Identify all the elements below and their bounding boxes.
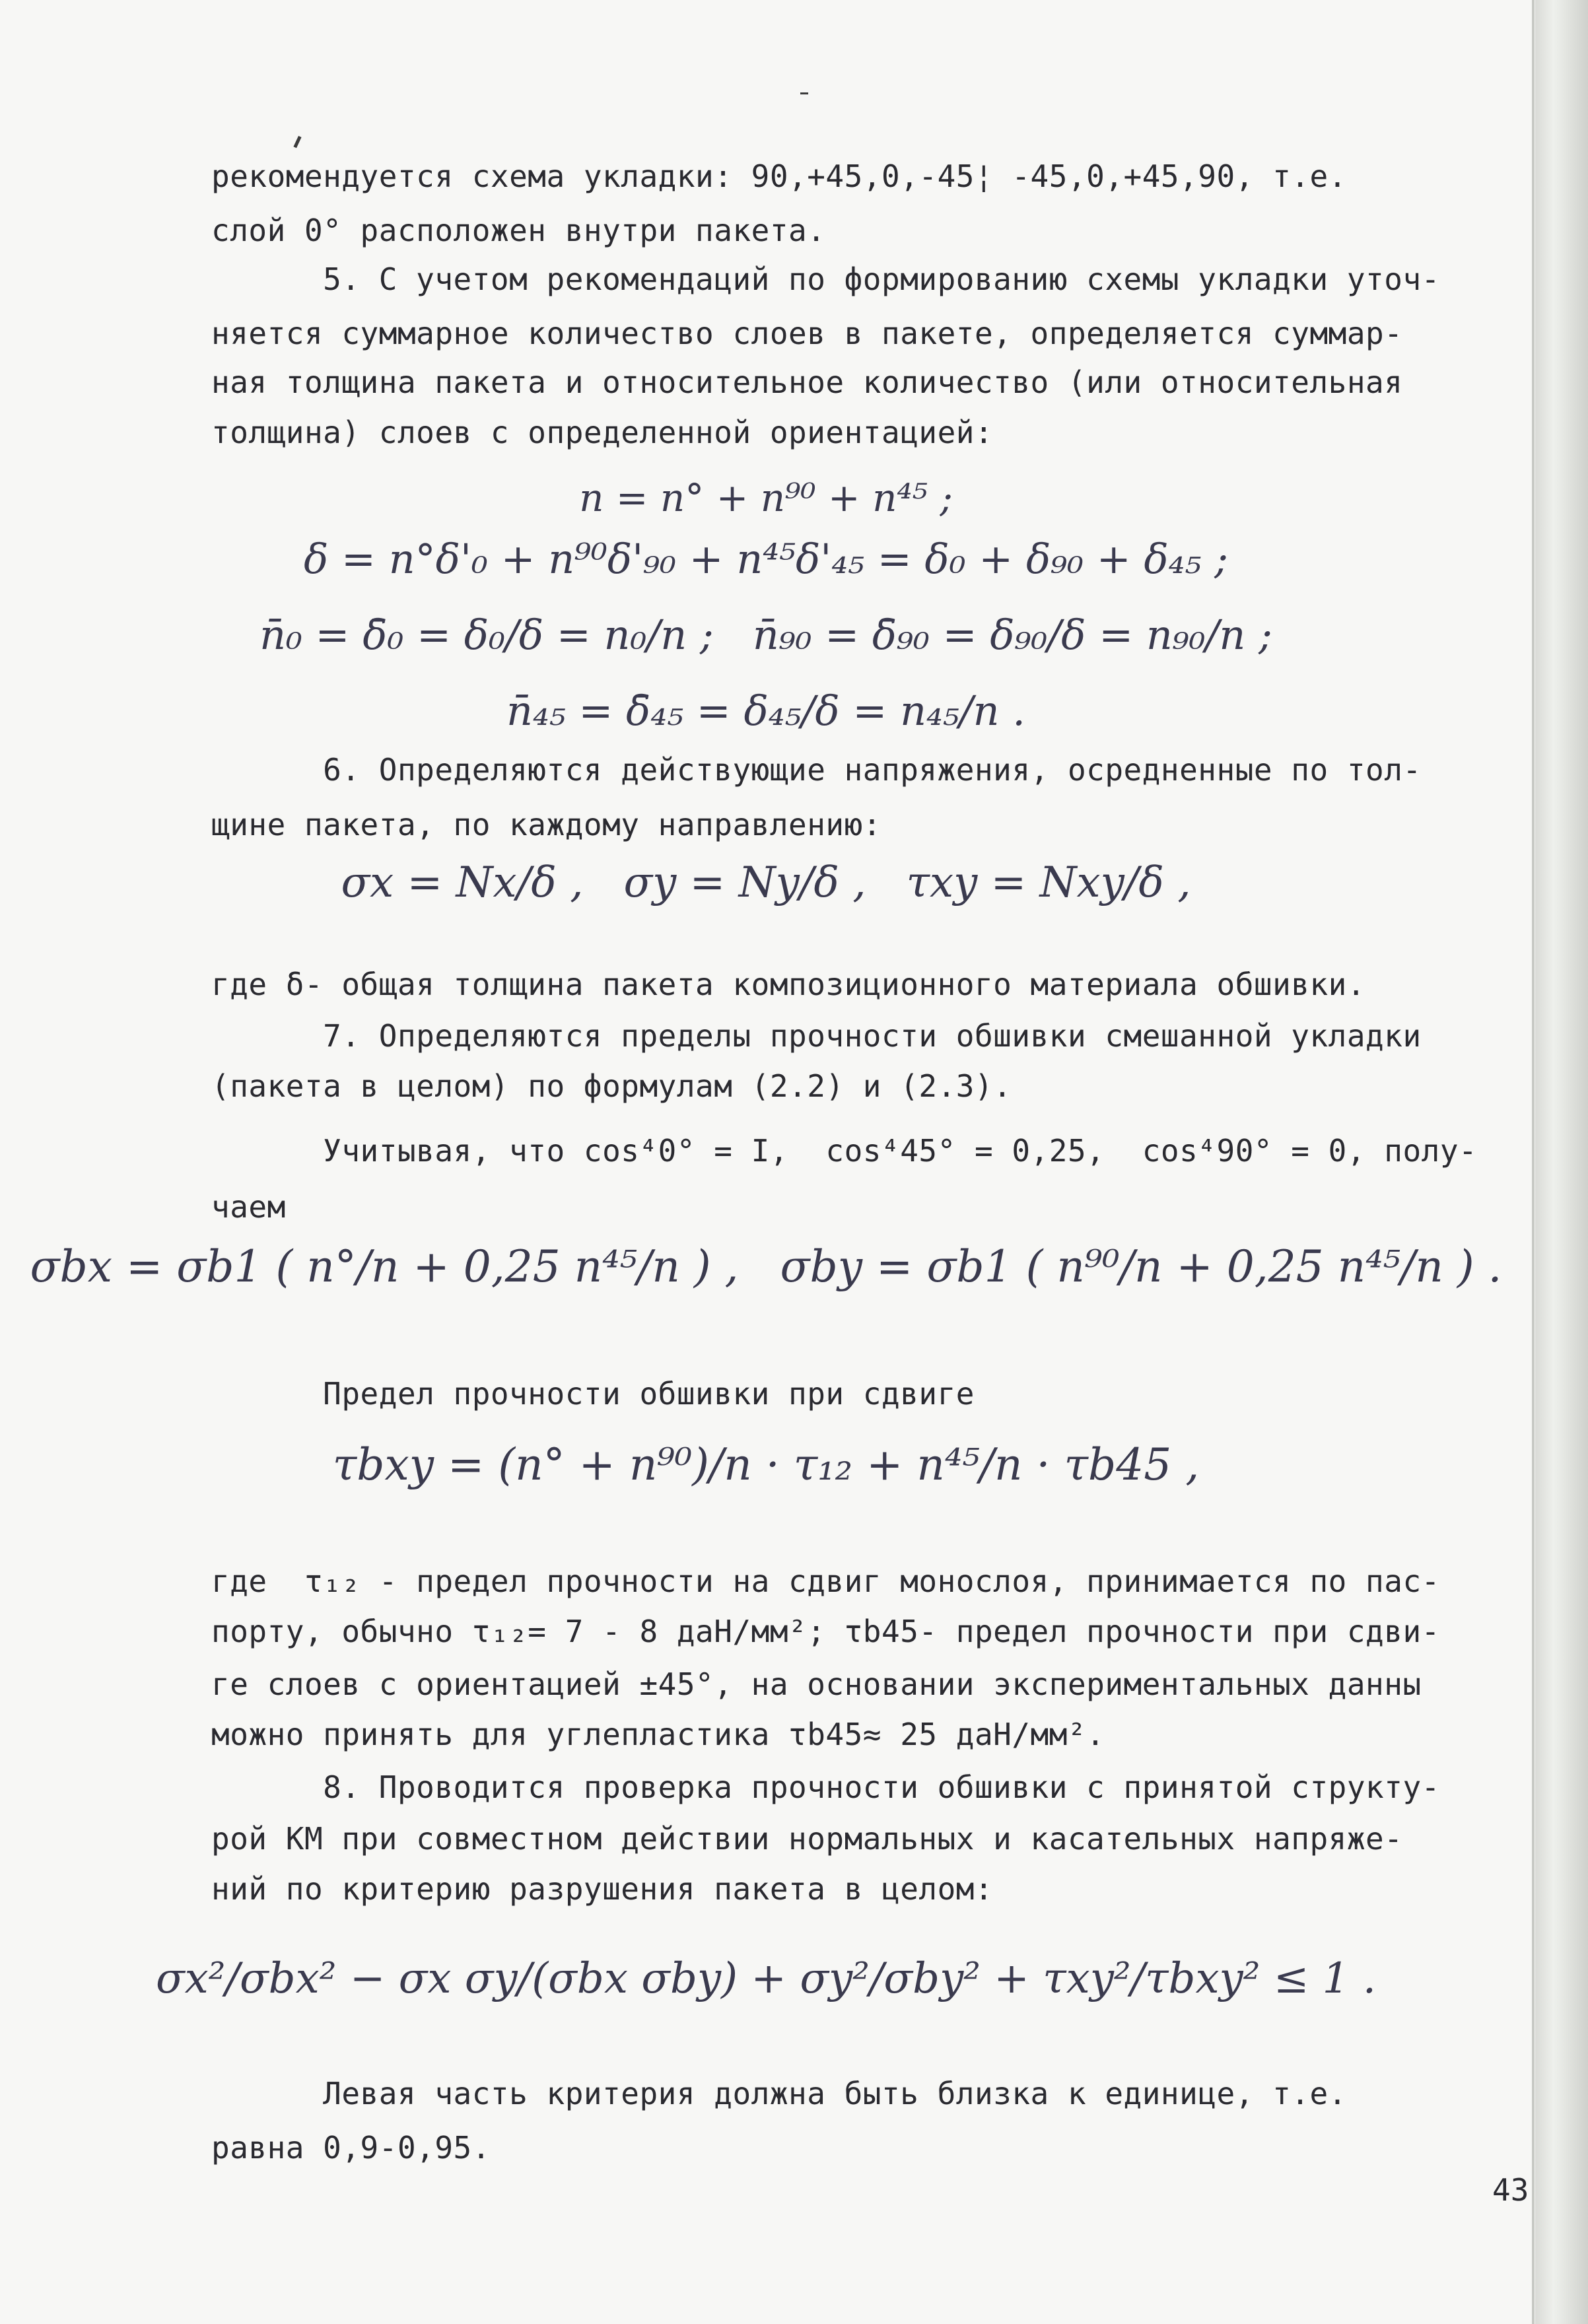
formula-strength-mixed: σbx = σb1 ( n°/n + 0,25 n⁴⁵/n ) , σby = σb1 ( n⁹⁰/n + 0,25 n⁴⁵/n ) . [30, 1241, 1502, 1292]
text-line-18: можно принять для углепластика τb45≈ 25 даН/мм². [211, 1717, 1105, 1752]
text-line-4: няется суммарное количество слоев в пакете, определяется суммар- [211, 316, 1403, 351]
text-line-20: рой КМ при совместном действии нормальных и касательных напряже- [211, 1821, 1403, 1857]
text-line-12: Учитывая, что cos⁴0° = I, cos⁴45° = 0,25, cos⁴90° = 0, полу- [211, 1133, 1478, 1169]
text-line-11: (пакета в целом) по формулам (2.2) и (2.3). [211, 1068, 1012, 1104]
text-line-7: 6. Определяются действующие напряжения, осредненные по тол- [211, 752, 1422, 788]
formula-relative-45: n̄₄₅ = δ̄₄₅ = δ₄₅/δ = n₄₅/n . [506, 687, 1025, 735]
pencil-mark [800, 92, 808, 94]
page-fold-line [1532, 0, 1535, 2324]
text-line-9: где δ- общая толщина пакета композиционного материала обшивки. [211, 967, 1366, 1002]
text-line-14: Предел прочности обшивки при сдвиге [211, 1376, 975, 1412]
text-line-22: Левая часть критерия должна быть близка к единице, т.е. [211, 2076, 1347, 2111]
formula-relative-0-90: n̄₀ = δ̄₀ = δ₀/δ = n₀/n ; n̄₉₀ = δ̄₉₀ = δ₉₀/δ = n₉₀/n ; [259, 611, 1272, 659]
text-line-23: равна 0,9-0,95. [211, 2130, 491, 2166]
text-line-15: где τ₁₂ - предел прочности на сдвиг монослоя, принимается по пас- [211, 1563, 1440, 1599]
page-edge [1535, 0, 1588, 2324]
pencil-mark [293, 136, 301, 148]
text-line-17: ге слоев с ориентацией ±45°, на основании экспериментальных данны [211, 1666, 1422, 1702]
text-line-13: чаем [211, 1189, 286, 1225]
formula-total-thickness: δ = n°δ'₀ + n⁹⁰δ'₉₀ + n⁴⁵δ'₄₅ = δ₀ + δ₉₀ + δ₄₅ ; [304, 535, 1228, 583]
text-line-19: 8. Проводится проверка прочности обшивки с принятой структу- [211, 1769, 1440, 1805]
formula-layer-count: n = n° + n⁹⁰ + n⁴⁵ ; [579, 475, 953, 520]
formula-failure-criterion: σx²/σbx² − σx σy/(σbx σby) + σy²/σby² + τxy²/τbxy² ≤ 1 . [155, 1954, 1377, 2003]
text-line-16: порту, обычно τ₁₂= 7 - 8 даН/мм²; τb45- предел прочности при сдви- [211, 1614, 1440, 1649]
text-line-5: ная толщина пакета и относительное количество (или относительная [211, 364, 1403, 400]
text-line-10: 7. Определяются пределы прочности обшивки смешанной укладки [211, 1018, 1422, 1054]
text-line-2: слой 0° расположен внутри пакета. [211, 213, 826, 248]
text-line-8: щине пакета, по каждому направлению: [211, 807, 881, 842]
text-line-6: толщина) слоев с определенной ориентацией: [211, 415, 994, 450]
text-line-1: рекомендуется схема укладки: 90,+45,0,-45¦ -45,0,+45,90, т.е. [211, 158, 1347, 194]
page-number: 43 [1492, 2172, 1529, 2208]
text-line-3: 5. С учетом рекомендаций по формированию схемы укладки уточ- [211, 261, 1440, 297]
formula-stresses: σx = Nx/δ , σy = Ny/δ , τxy = Nxy/δ , [341, 858, 1191, 907]
text-line-21: ний по критерию разрушения пакета в целом: [211, 1871, 994, 1907]
formula-shear-strength: τbxy = (n° + n⁹⁰)/n · τ₁₂ + n⁴⁵/n · τb45 , [332, 1439, 1200, 1490]
